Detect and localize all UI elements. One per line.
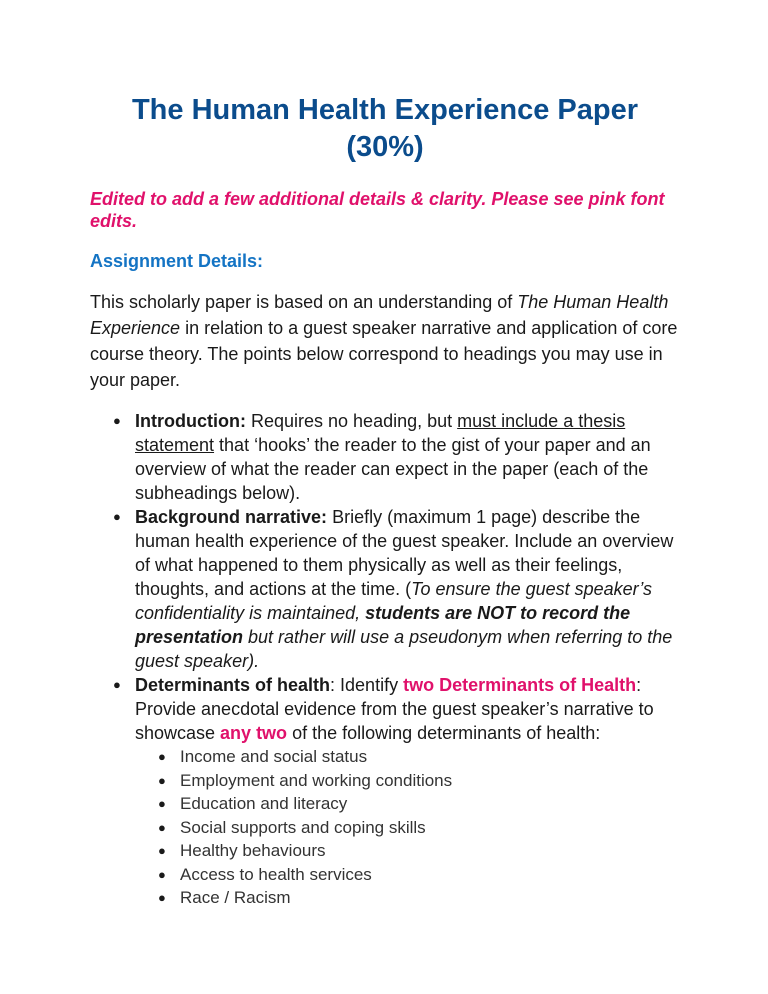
title-line-1: The Human Health Experience Paper xyxy=(131,94,639,126)
bold-italic-text: students are NOT to record the presentation xyxy=(135,603,631,647)
list-item: ● Employment and working conditions xyxy=(180,769,680,793)
underlined-text: must include a thesis statement xyxy=(135,411,626,455)
list-item: ● Access to health services xyxy=(180,863,680,887)
list-item: ● Race / Racism xyxy=(180,886,680,910)
italic-text: To ensure the guest speaker’s confidentiality is maintained, xyxy=(135,579,653,623)
list-item: ● Education and literacy xyxy=(180,792,680,816)
intro-italic: The Human Health Experience xyxy=(90,292,669,338)
bullet-text: Requires no heading, but xyxy=(245,411,458,431)
pink-highlight: two Determinants of Health xyxy=(403,675,637,695)
intro-paragraph xyxy=(90,289,680,393)
bullet-text: : Identify xyxy=(330,675,404,695)
italic-text: but rather will use a pseudonym when referring to the guest speaker). xyxy=(135,627,673,671)
list-item: ● Income and social status xyxy=(180,745,680,769)
pink-highlight: any two xyxy=(220,723,288,743)
bullet-determinants xyxy=(135,673,680,910)
bullet-label: Background narrative: xyxy=(135,507,328,527)
bullet-text: Briefly (maximum 1 page) describe the human health experience of the guest speaker. Include an overview of what happened to them physically as well as their feelings, thoughts, and actions at the time. ( xyxy=(135,507,674,599)
title-line-2: (30%) xyxy=(346,131,424,163)
list-item: ● Healthy behaviours xyxy=(180,839,680,863)
bullet-text: that ‘hooks’ the reader to the gist of your paper and an overview of what the reader can expect in the paper (each of the subheadings below). xyxy=(135,435,651,503)
bullet-text: : Provide anecdotal evidence from the guest speaker’s narrative to showcase xyxy=(135,675,654,743)
intro-text-1: This scholarly paper is based on an understanding of xyxy=(90,292,518,312)
bullet-text: of the following determinants of health: xyxy=(287,723,601,743)
bullet-introduction xyxy=(135,409,680,505)
intro-text-2: in relation to a guest speaker narrative and application of core course theory. The points below correspond to headings you may use in your paper. xyxy=(90,318,678,390)
list-item: ● Social supports and coping skills xyxy=(180,816,680,840)
bullet-label: Introduction: xyxy=(135,411,246,431)
section-heading: Assignment Details: xyxy=(90,251,264,271)
page-title xyxy=(90,92,680,166)
bullet-label: Determinants of health xyxy=(135,675,331,695)
assignment-list xyxy=(90,409,680,910)
bullet-background xyxy=(135,505,680,673)
determinants-list xyxy=(135,745,680,910)
edit-note: Edited to add a few additional details & clarity. Please see pink font edits. xyxy=(90,189,665,231)
